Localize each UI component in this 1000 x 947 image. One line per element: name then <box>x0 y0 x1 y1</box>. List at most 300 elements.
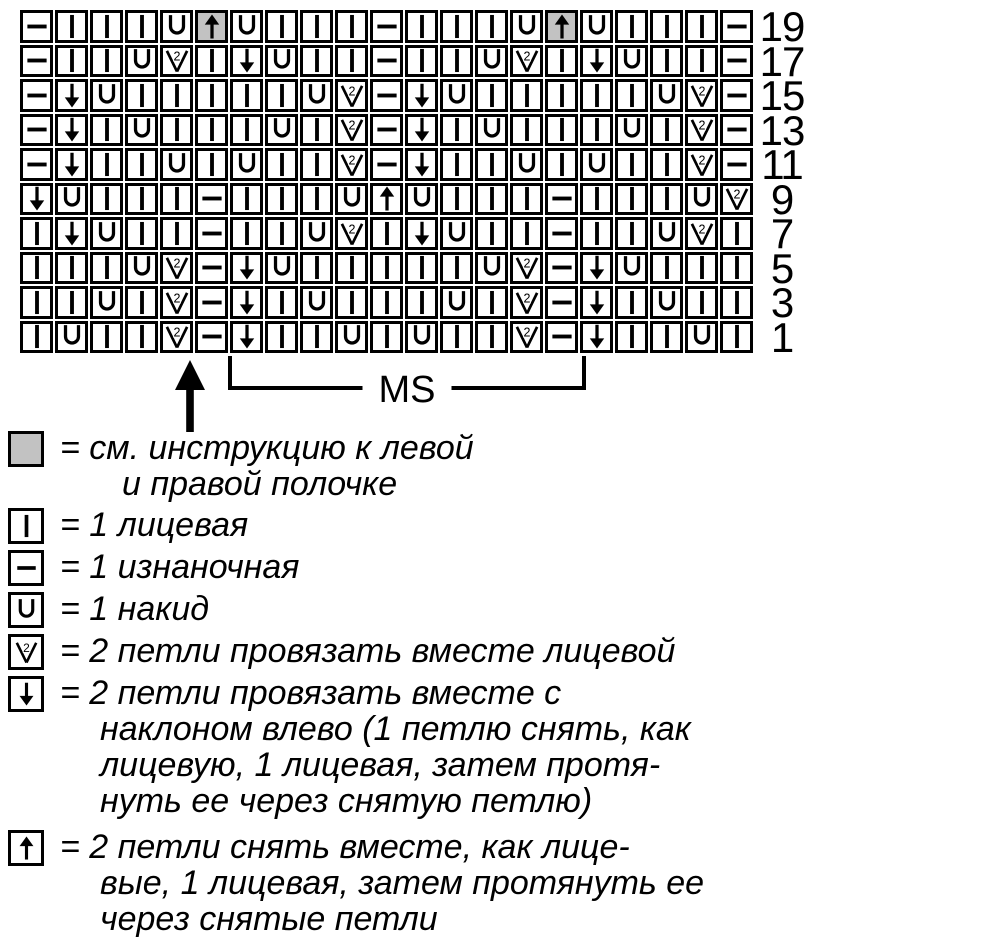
chart-cell <box>20 286 53 319</box>
chart-cell <box>475 45 508 78</box>
chart-cell <box>580 286 613 319</box>
chart-cell <box>405 148 438 181</box>
cdd-symbol-icon <box>374 186 400 211</box>
chart-cell <box>650 114 683 147</box>
chart-cell <box>475 79 508 112</box>
chart-cell <box>195 252 228 285</box>
legend-item <box>8 829 728 937</box>
svg-text:2: 2 <box>698 153 705 168</box>
chart-cell <box>615 217 648 250</box>
knit-symbol-icon <box>94 324 120 349</box>
ssk-symbol-icon <box>234 48 260 73</box>
knit-symbol-icon <box>304 14 330 39</box>
purl-symbol-icon <box>24 48 50 73</box>
knit-symbol-icon <box>444 48 470 73</box>
svg-text:2: 2 <box>348 84 355 99</box>
legend-item-text: = 2 петли провязать вместе с наклоном влево (1 петлю снять, как лицевую, 1 лицевая, затем протя- нуть ее через снятую петлю) <box>60 674 691 820</box>
chart-cell <box>685 286 718 319</box>
chart-cell <box>615 183 648 216</box>
purl-symbol-icon <box>199 290 225 315</box>
chart-cell <box>20 217 53 250</box>
k2tog-symbol-icon <box>514 290 540 315</box>
chart-cell <box>335 79 368 112</box>
chart-cell <box>545 252 578 285</box>
chart-cell <box>545 217 578 250</box>
yarn-over-symbol-icon <box>339 324 365 349</box>
chart-cell <box>370 217 403 250</box>
chart-cell <box>125 114 158 147</box>
svg-text:2: 2 <box>523 325 530 340</box>
chart-cell <box>230 286 263 319</box>
knit-symbol-icon <box>444 14 470 39</box>
knit-symbol-icon <box>654 117 680 142</box>
chart-cell <box>475 114 508 147</box>
chart-cell <box>20 183 53 216</box>
chart-cell <box>510 321 543 354</box>
knit-symbol-icon <box>724 255 750 280</box>
yarn-over-symbol-icon <box>479 117 505 142</box>
chart-cell <box>55 217 88 250</box>
knit-symbol-icon <box>584 117 610 142</box>
knit-symbol-icon <box>129 324 155 349</box>
chart-cell <box>90 286 123 319</box>
chart-cell <box>160 286 193 319</box>
chart-cell <box>125 148 158 181</box>
chart-cell <box>440 321 473 354</box>
legend-item-text: = 1 изнаночная <box>60 548 300 586</box>
chart-cell <box>335 45 368 78</box>
purl-symbol-icon <box>374 83 400 108</box>
row-number: 9 <box>770 175 794 223</box>
svg-text:2: 2 <box>173 291 180 306</box>
svg-text:2: 2 <box>698 84 705 99</box>
chart-cell <box>615 45 648 78</box>
legend-item <box>8 675 728 819</box>
ssk-symbol-icon <box>584 290 610 315</box>
yarn-over-symbol-icon <box>129 117 155 142</box>
chart-cell <box>125 79 158 112</box>
knit-symbol-icon <box>444 324 470 349</box>
knit-symbol-icon <box>409 48 435 73</box>
knit-symbol-icon <box>164 186 190 211</box>
knit-symbol-icon <box>619 290 645 315</box>
chart-cell <box>510 10 543 43</box>
chart-cell <box>230 148 263 181</box>
ssk-symbol-icon <box>234 324 260 349</box>
legend <box>8 430 728 942</box>
chart-cell <box>615 10 648 43</box>
chart-cell <box>405 79 438 112</box>
chart-cell <box>195 10 228 43</box>
chart-cell <box>615 321 648 354</box>
yarn-over-symbol-icon <box>304 83 330 108</box>
knit-symbol-icon <box>619 324 645 349</box>
purl-symbol-icon <box>199 324 225 349</box>
chart-cell <box>230 183 263 216</box>
chart-cell <box>370 114 403 147</box>
yarn-over-symbol-icon <box>444 221 470 246</box>
chart-cell <box>440 10 473 43</box>
k2tog-symbol-icon <box>164 290 190 315</box>
knit-symbol-icon <box>199 83 225 108</box>
column-marker-arrow-icon <box>170 358 210 434</box>
knit-symbol-icon <box>654 152 680 177</box>
knit-symbol-icon <box>514 83 540 108</box>
chart-cell <box>510 79 543 112</box>
chart-cell <box>475 321 508 354</box>
knit-symbol-icon <box>479 14 505 39</box>
chart-cell <box>720 148 753 181</box>
row-number: 7 <box>770 210 794 257</box>
knit-symbol-icon <box>304 324 330 349</box>
k2tog-symbol-icon <box>689 117 715 142</box>
chart-cell <box>440 148 473 181</box>
legend-symbol-box <box>8 508 44 544</box>
knit-symbol-icon <box>689 48 715 73</box>
chart-cell <box>195 217 228 250</box>
knit-symbol-icon <box>234 186 260 211</box>
chart-cell <box>195 321 228 354</box>
ssk-symbol-icon <box>409 221 435 246</box>
knit-symbol-icon <box>129 83 155 108</box>
chart-cell <box>265 183 298 216</box>
chart-cell <box>580 114 613 147</box>
purl-symbol-icon <box>199 221 225 246</box>
purl-symbol-icon <box>724 152 750 177</box>
chart-cell <box>650 10 683 43</box>
chart-cell <box>720 286 753 319</box>
knit-symbol-icon <box>304 255 330 280</box>
chart-cell <box>230 45 263 78</box>
purl-symbol-icon <box>549 324 575 349</box>
yarn-over-symbol-icon <box>584 152 610 177</box>
row-number: 19 <box>759 3 805 50</box>
knit-symbol-icon <box>654 186 680 211</box>
chart-cell <box>440 217 473 250</box>
yarn-over-symbol-icon <box>584 14 610 39</box>
chart-cell <box>125 10 158 43</box>
knit-symbol-icon <box>164 221 190 246</box>
knit-symbol-icon <box>129 186 155 211</box>
yarn-over-symbol-icon <box>444 83 470 108</box>
chart-cell <box>370 10 403 43</box>
cdd-symbol-icon <box>549 14 575 39</box>
chart-cell <box>160 45 193 78</box>
chart-cell <box>405 286 438 319</box>
chart-cell <box>685 252 718 285</box>
chart-cell <box>335 217 368 250</box>
k2tog-symbol-icon <box>689 83 715 108</box>
chart-cell <box>265 114 298 147</box>
knit-symbol-icon <box>479 324 505 349</box>
knit-symbol-icon <box>514 186 540 211</box>
chart-cell <box>300 252 333 285</box>
knit-symbol-icon <box>304 186 330 211</box>
k2tog-symbol-icon <box>339 152 365 177</box>
chart-cell <box>160 217 193 250</box>
chart-cell <box>265 79 298 112</box>
chart-cell <box>335 114 368 147</box>
chart-cell <box>650 217 683 250</box>
knit-symbol-icon <box>654 14 680 39</box>
row-number: 17 <box>759 37 805 85</box>
chart-cell <box>300 286 333 319</box>
knit-symbol-icon <box>584 221 610 246</box>
knit-symbol-icon <box>339 255 365 280</box>
purl-symbol-icon <box>374 117 400 142</box>
knit-symbol-icon <box>444 117 470 142</box>
knit-symbol-icon <box>304 117 330 142</box>
chart-cell <box>90 183 123 216</box>
knit-symbol-icon <box>724 290 750 315</box>
chart-cell <box>545 148 578 181</box>
chart-cell <box>335 148 368 181</box>
knit-symbol-icon <box>59 255 85 280</box>
yarn-over-symbol-icon <box>94 83 120 108</box>
knit-symbol-icon <box>24 255 50 280</box>
chart-cell <box>720 321 753 354</box>
chart-cell <box>370 252 403 285</box>
knit-symbol-icon <box>619 83 645 108</box>
chart-cell <box>405 10 438 43</box>
knit-symbol-icon <box>724 221 750 246</box>
k2tog-symbol-icon <box>514 324 540 349</box>
ssk-symbol-icon <box>24 186 50 211</box>
knit-symbol-icon <box>374 255 400 280</box>
yarn-over-symbol-icon <box>59 324 85 349</box>
yarn-over-symbol-icon <box>654 221 680 246</box>
knit-symbol-icon <box>269 221 295 246</box>
chart-cell <box>615 252 648 285</box>
svg-text:2: 2 <box>348 118 355 133</box>
yarn-over-symbol-icon <box>94 290 120 315</box>
chart-cell <box>300 183 333 216</box>
chart-cell <box>335 252 368 285</box>
chart-cell <box>440 45 473 78</box>
k2tog-symbol-icon <box>339 83 365 108</box>
knit-symbol-icon <box>374 221 400 246</box>
chart-cell <box>20 79 53 112</box>
chart-cell <box>475 10 508 43</box>
knit-symbol-icon <box>339 48 365 73</box>
chart-cell <box>615 286 648 319</box>
knit-symbol-icon <box>24 324 50 349</box>
chart-cell <box>440 252 473 285</box>
chart-cell <box>160 148 193 181</box>
chart-cell <box>580 79 613 112</box>
knit-symbol-icon <box>94 48 120 73</box>
chart-cell <box>230 10 263 43</box>
chart-cell <box>55 321 88 354</box>
ssk-symbol-icon <box>59 83 85 108</box>
chart-cell <box>545 45 578 78</box>
chart-cell <box>720 45 753 78</box>
knit-symbol-icon <box>409 255 435 280</box>
chart-cell <box>90 10 123 43</box>
knit-symbol-icon <box>129 152 155 177</box>
knit-symbol-icon <box>374 324 400 349</box>
svg-text:2: 2 <box>523 291 530 306</box>
knit-symbol-icon <box>549 48 575 73</box>
chart-cell <box>230 114 263 147</box>
yarn-over-symbol-icon <box>304 290 330 315</box>
knit-symbol-icon <box>14 514 39 538</box>
yarn-over-symbol-icon <box>654 83 680 108</box>
chart-cell <box>405 252 438 285</box>
knit-symbol-icon <box>444 186 470 211</box>
chart-cell <box>475 183 508 216</box>
knit-symbol-icon <box>479 221 505 246</box>
chart-cell <box>650 321 683 354</box>
yarn-over-symbol-icon <box>164 152 190 177</box>
legend-item <box>8 507 728 544</box>
knit-symbol-icon <box>479 152 505 177</box>
chart-cell <box>335 10 368 43</box>
legend-item-text: = 2 петли снять вместе, как лице- вые, 1 лицевая, затем протянуть ее через снятые петли <box>60 828 705 938</box>
chart-cell <box>265 252 298 285</box>
chart-cell <box>650 183 683 216</box>
legend-item-text: = 1 накид <box>60 590 210 628</box>
chart-cell <box>475 286 508 319</box>
knit-symbol-icon <box>199 152 225 177</box>
yarn-over-symbol-icon <box>514 14 540 39</box>
legend-item <box>8 591 728 628</box>
knit-symbol-icon <box>129 221 155 246</box>
knit-symbol-icon <box>199 117 225 142</box>
yarn-over-symbol-icon <box>689 186 715 211</box>
chart-cell <box>685 148 718 181</box>
knit-symbol-icon <box>479 186 505 211</box>
yarn-over-symbol-icon <box>514 152 540 177</box>
yarn-over-symbol-icon <box>234 14 260 39</box>
chart-cell <box>545 321 578 354</box>
knit-symbol-icon <box>654 48 680 73</box>
chart-cell <box>510 183 543 216</box>
chart-cell <box>720 217 753 250</box>
chart-cell <box>720 114 753 147</box>
chart-cell <box>615 79 648 112</box>
knit-symbol-icon <box>94 14 120 39</box>
chart-cell <box>475 252 508 285</box>
knit-symbol-icon <box>129 14 155 39</box>
yarn-over-symbol-icon <box>269 48 295 73</box>
chart-cell <box>300 79 333 112</box>
legend-symbol-box <box>8 592 44 628</box>
knit-symbol-icon <box>584 186 610 211</box>
k2tog-symbol-icon <box>14 640 39 664</box>
knit-symbol-icon <box>59 290 85 315</box>
knit-symbol-icon <box>654 255 680 280</box>
knit-symbol-icon <box>654 324 680 349</box>
purl-symbol-icon <box>724 14 750 39</box>
knit-symbol-icon <box>94 255 120 280</box>
chart-cell <box>160 252 193 285</box>
knit-symbol-icon <box>549 117 575 142</box>
knit-symbol-icon <box>619 14 645 39</box>
ssk-symbol-icon <box>234 255 260 280</box>
legend-item <box>8 430 728 502</box>
chart-cell <box>160 10 193 43</box>
legend-item-text: = см. инструкцию к левой и правой полочке <box>60 429 474 503</box>
chart-cell <box>195 79 228 112</box>
chart-cell <box>720 183 753 216</box>
chart-cell <box>300 321 333 354</box>
knit-symbol-icon <box>24 290 50 315</box>
chart-cell <box>335 321 368 354</box>
purl-symbol-icon <box>549 290 575 315</box>
chart-cell <box>685 45 718 78</box>
cdd-symbol-icon <box>14 836 39 860</box>
yarn-over-symbol-icon <box>59 186 85 211</box>
yarn-over-symbol-icon <box>619 255 645 280</box>
knit-symbol-icon <box>374 290 400 315</box>
chart-cell <box>195 286 228 319</box>
chart-cell <box>90 79 123 112</box>
chart-cell <box>20 252 53 285</box>
legend-item <box>8 633 728 670</box>
knit-symbol-icon <box>269 324 295 349</box>
chart-cell <box>650 79 683 112</box>
yarn-over-symbol-icon <box>689 324 715 349</box>
chart-cell <box>90 148 123 181</box>
chart-cell <box>580 183 613 216</box>
chart-cell <box>335 286 368 319</box>
chart-cell <box>510 286 543 319</box>
ssk-symbol-icon <box>59 152 85 177</box>
yarn-over-symbol-icon <box>444 290 470 315</box>
knit-symbol-icon <box>269 83 295 108</box>
svg-text:2: 2 <box>173 325 180 340</box>
chart-cell <box>685 79 718 112</box>
purl-symbol-icon <box>724 117 750 142</box>
chart-cell <box>55 183 88 216</box>
knit-symbol-icon <box>584 83 610 108</box>
knit-symbol-icon <box>59 48 85 73</box>
purl-symbol-icon <box>24 152 50 177</box>
svg-text:2: 2 <box>22 641 30 655</box>
chart-cell <box>685 183 718 216</box>
chart-cell <box>90 45 123 78</box>
chart-cell <box>55 10 88 43</box>
chart-cell <box>90 321 123 354</box>
chart-cell <box>545 79 578 112</box>
yarn-over-symbol-icon <box>409 186 435 211</box>
knit-symbol-icon <box>234 83 260 108</box>
ssk-symbol-icon <box>584 48 610 73</box>
chart-cell <box>440 183 473 216</box>
chart-cell <box>510 45 543 78</box>
chart-cell <box>580 321 613 354</box>
yarn-over-symbol-icon <box>619 117 645 142</box>
purl-symbol-icon <box>199 186 225 211</box>
chart-cell <box>475 217 508 250</box>
knit-symbol-icon <box>129 290 155 315</box>
ssk-symbol-icon <box>59 221 85 246</box>
chart-grid <box>20 10 753 353</box>
chart-cell <box>650 148 683 181</box>
knit-symbol-icon <box>444 152 470 177</box>
knit-symbol-icon <box>269 152 295 177</box>
knit-symbol-icon <box>269 290 295 315</box>
knit-symbol-icon <box>339 290 365 315</box>
svg-text:2: 2 <box>173 256 180 271</box>
chart-cell <box>720 252 753 285</box>
svg-text:2: 2 <box>523 256 530 271</box>
chart-cell <box>195 45 228 78</box>
chart-cell <box>475 148 508 181</box>
yarn-over-symbol-icon <box>339 186 365 211</box>
k2tog-symbol-icon <box>339 221 365 246</box>
